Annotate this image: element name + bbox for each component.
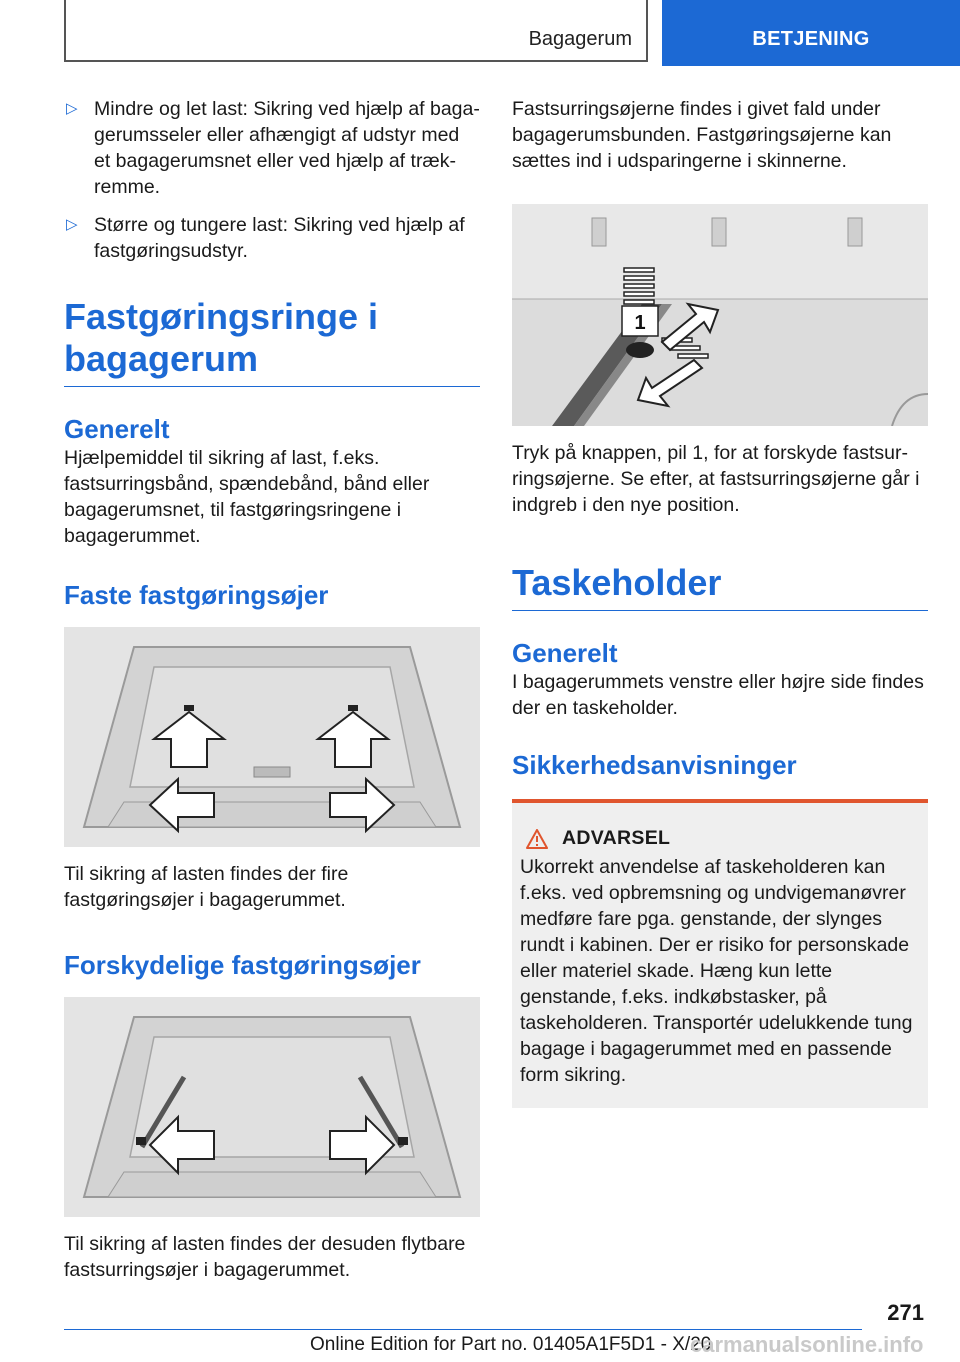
subheading-generelt-taskeholder: Generelt — [512, 638, 618, 668]
callout-number: 1 — [634, 312, 646, 334]
header-section-title: Bagagerum — [528, 28, 632, 50]
watermark: carmanualsonline.info — [690, 1332, 924, 1357]
bullet-item: ▷ Mindre og let last: Sikring ved hjælp af bagagerumsseler eller afhængigt af udstyr med et bagagerumsnet eller ved hjælp af trækremme. — [66, 98, 480, 198]
section-title-taskeholder: Taskeholder — [512, 562, 928, 611]
warning-title-row — [526, 827, 920, 850]
bullet-item: ▷ Større og tungere last: Sikring ved hjælp af fastgøringsudstyr. — [66, 214, 465, 262]
right-column — [512, 96, 928, 1108]
header-section-box — [64, 0, 648, 62]
left-column — [64, 96, 480, 1283]
figure-fixed-lashing-eyes — [64, 627, 480, 847]
warning-title: ADVARSEL — [562, 827, 671, 849]
forskydelige-caption: Til sikring af lasten findes der desuden flytbare fastsurringsøjer i bagagerummet. — [64, 1233, 466, 1281]
figure-rail-button — [512, 204, 928, 426]
warning-box — [512, 799, 928, 1108]
footer-divider — [64, 1329, 862, 1330]
subheading-generelt: Generelt — [64, 414, 170, 444]
generelt-text: Hjælpemiddel til sikring af last, f.eks. fastsurringsbånd, spændebånd, bånd eller bagagerumsnet, til fastgøringsringene i bagagerummet. — [64, 447, 430, 547]
warning-text: Ukorrekt anvendelse af taskeholderen kan f.eks. ved opbremsning og undvigemanøvrer medføre fare pga. genstande, der slynges rundt i kabinen. Der er risiko for personskade eller materiel skade. Hæng kun lette genstande, f.eks. indkøbstasker, på taskeholderen. Transportér udelukkende tung bagage i bagagerummet med en passende form sikring. — [520, 856, 913, 1086]
trunk-fixed-eyes-illustration — [64, 627, 480, 847]
rail-caption: Tryk på knappen, pil 1, for at forskyde fastsurringsøjerne. Se efter, at fastsurringsøjerne går i indgreb i den nye position. — [512, 442, 920, 516]
section-title-fastgoringsringe: Fastgøringsringe i bagagerum — [64, 296, 480, 387]
subheading-faste: Faste fastgøringsøjer — [64, 580, 329, 610]
subheading-sikkerhedsanvisninger: Sikkerhedsanvisninger — [512, 750, 797, 780]
warning-triangle-icon — [526, 829, 548, 849]
right-intro-text: Fastsurringsøjerne findes i givet fald under bagagerumsbunden. Fastgøringsøjerne kan sættes ind i udsparingerne i skinnerne. — [512, 98, 892, 172]
page-header — [0, 0, 960, 66]
rail-button-illustration — [512, 204, 928, 426]
figure-sliding-lashing-eyes — [64, 997, 480, 1217]
triangle-bullet-icon: ▷ — [66, 216, 78, 233]
triangle-bullet-icon: ▷ — [66, 100, 78, 117]
subheading-forskydelige: Forskydelige fastgøringsøjer — [64, 950, 421, 980]
taskeholder-generelt-text: I bagagerummets venstre eller højre side findes der en taskeholder. — [512, 671, 924, 719]
faste-caption: Til sikring af lasten findes der fire fastgøringsøjer i bagagerummet. — [64, 863, 349, 911]
footer-edition: Online Edition for Part no. 01405A1F5D1 - X/20 — [310, 1334, 712, 1355]
header-chapter-tab: BETJENING — [662, 0, 960, 66]
page-number: 271 — [887, 1300, 924, 1325]
trunk-sliding-eyes-illustration — [64, 997, 480, 1217]
